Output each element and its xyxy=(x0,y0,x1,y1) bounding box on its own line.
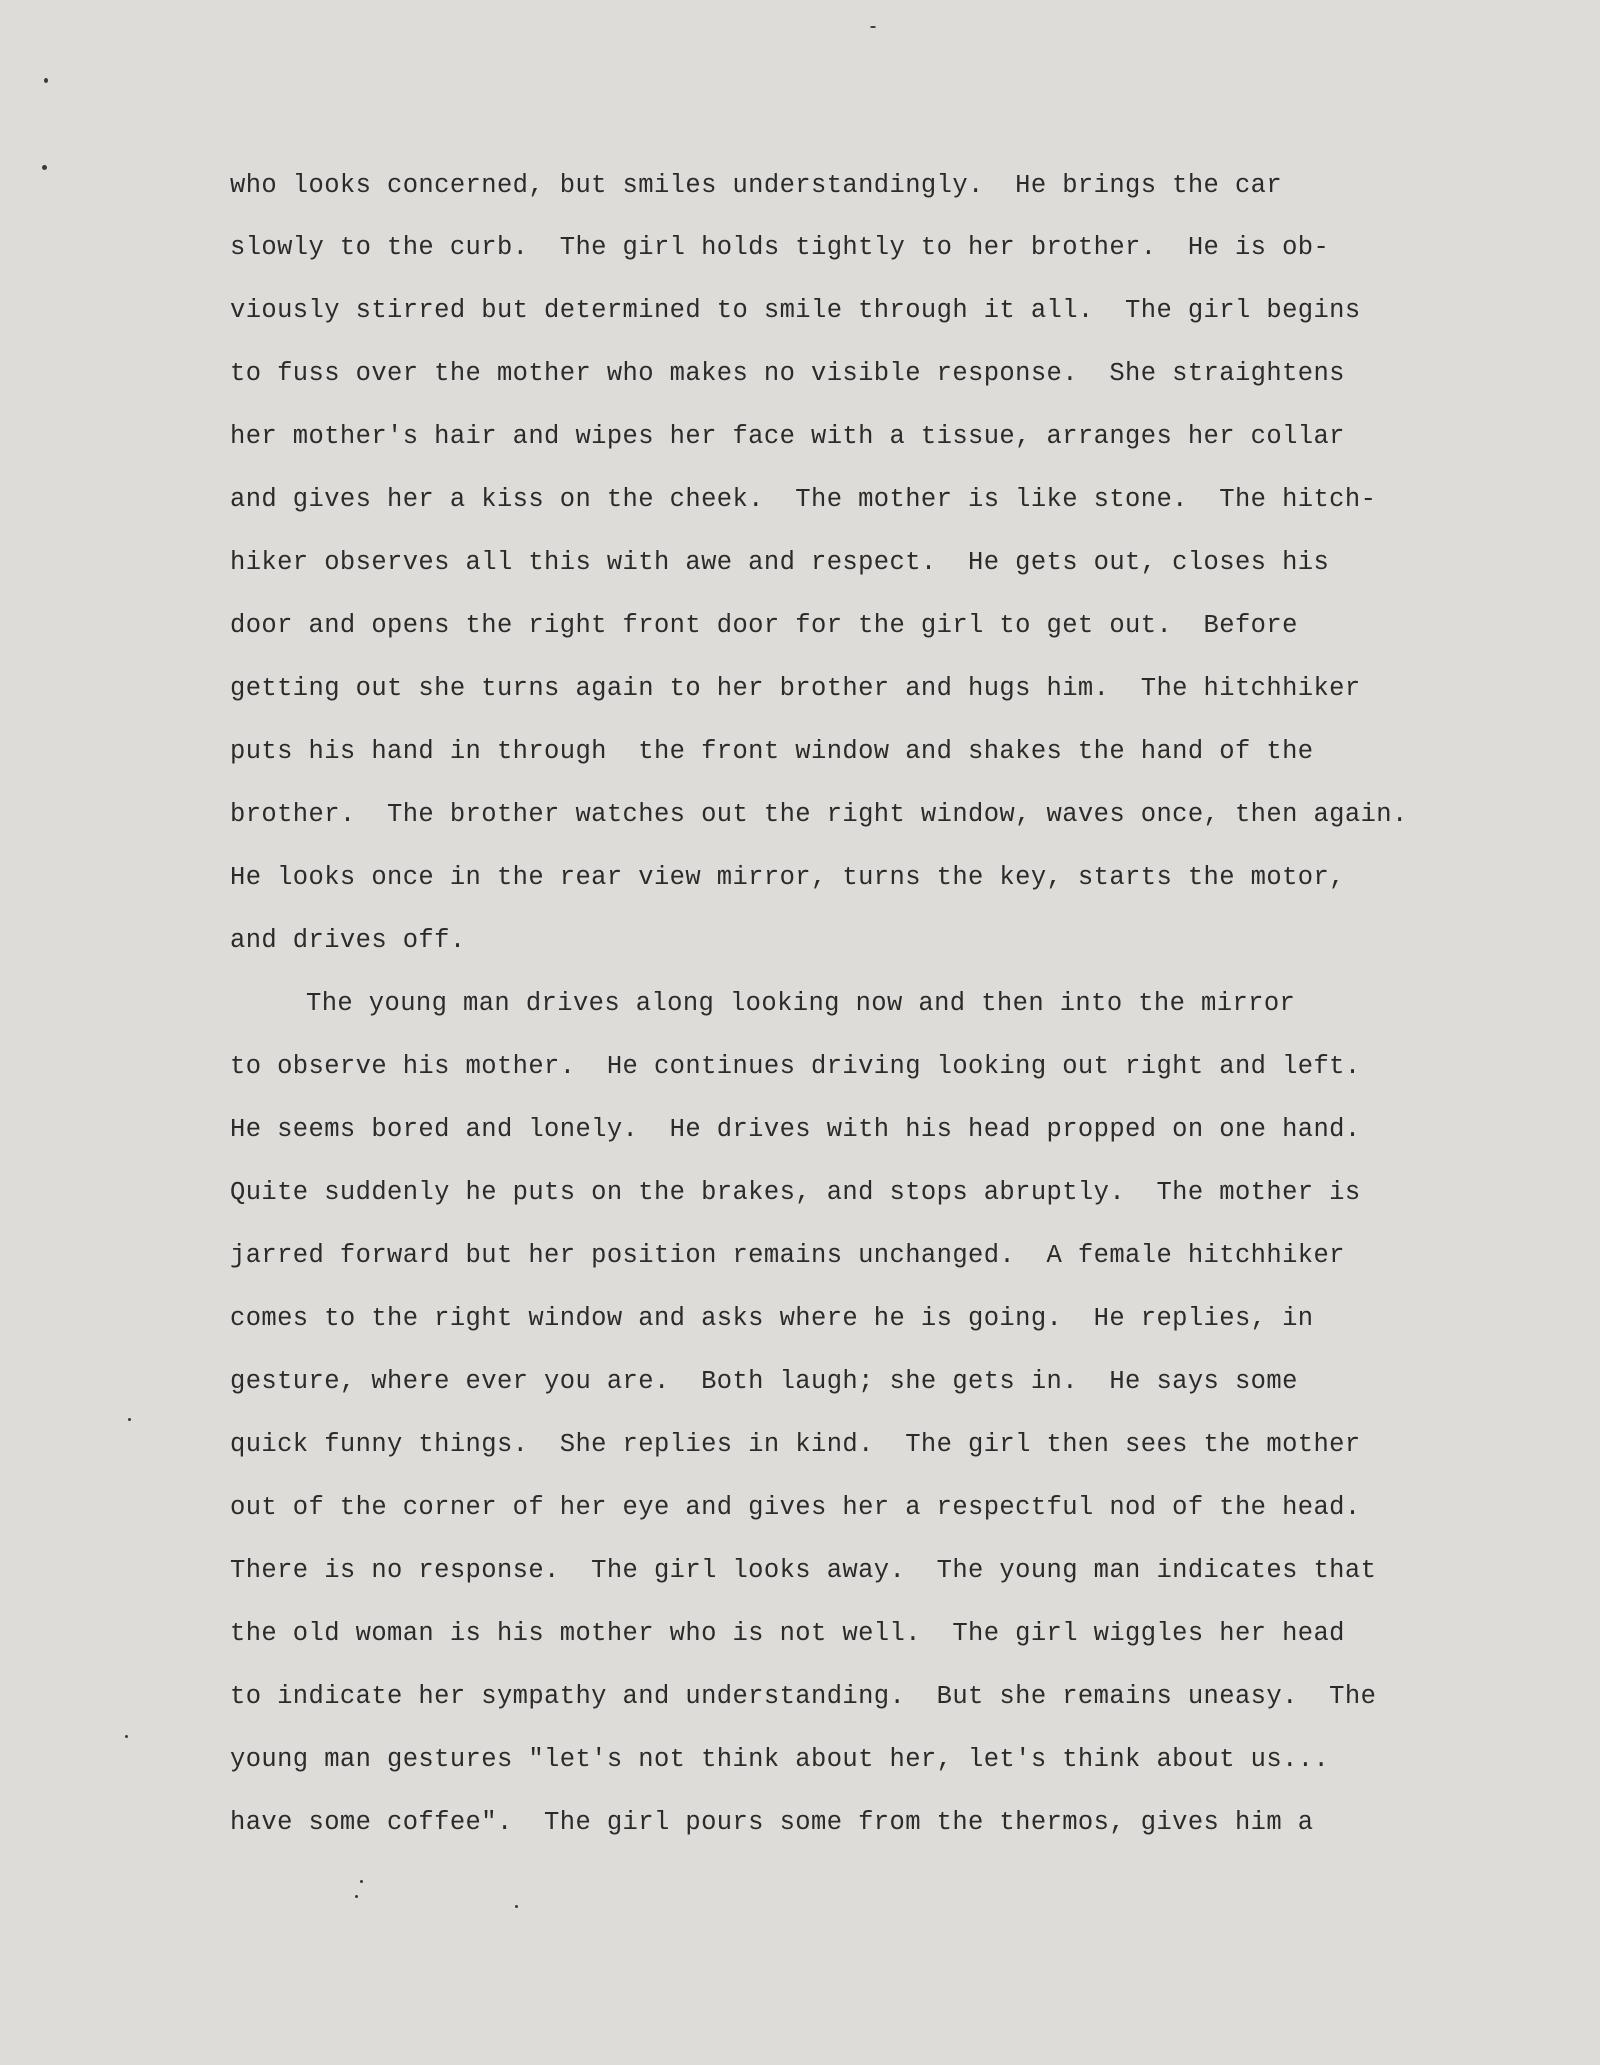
text-line: comes to the right window and asks where he is going. He replies, in xyxy=(230,1304,1314,1333)
text-line: The young man drives along looking now and then into the mirror xyxy=(306,989,1296,1018)
text-line: door and opens the right front door for the girl to get out. Before xyxy=(230,611,1298,640)
text-line: to observe his mother. He continues driving looking out right and left. xyxy=(230,1052,1361,1081)
text-line: hiker observes all this with awe and respect. He gets out, closes his xyxy=(230,548,1330,577)
text-line: He seems bored and lonely. He drives with his head propped on one hand. xyxy=(230,1115,1361,1144)
text-line: and gives her a kiss on the cheek. The mother is like stone. The hitch- xyxy=(230,485,1377,514)
text-line: and drives off. xyxy=(230,926,466,955)
text-line: getting out she turns again to her brother and hugs him. The hitchhiker xyxy=(230,674,1361,703)
text-line: Quite suddenly he puts on the brakes, and stops abruptly. The mother is xyxy=(230,1178,1361,1207)
paper-speck xyxy=(360,1880,363,1883)
text-line: young man gestures "let's not think about her, let's think about us... xyxy=(230,1745,1330,1774)
paper-speck xyxy=(355,1895,358,1898)
text-line: jarred forward but her position remains unchanged. A female hitchhiker xyxy=(230,1241,1345,1270)
paper-speck xyxy=(44,78,48,83)
paper-speck xyxy=(870,26,876,28)
paper-speck xyxy=(42,165,47,170)
text-line: There is no response. The girl looks away. The young man indicates that xyxy=(230,1556,1377,1585)
text-line: the old woman is his mother who is not well. The girl wiggles her head xyxy=(230,1619,1345,1648)
text-line: gesture, where ever you are. Both laugh; she gets in. He says some xyxy=(230,1367,1298,1396)
text-line: her mother's hair and wipes her face with a tissue, arranges her collar xyxy=(230,422,1345,451)
paper-speck xyxy=(128,1418,131,1421)
text-line: to fuss over the mother who makes no visible response. She straightens xyxy=(230,359,1345,388)
text-line: quick funny things. She replies in kind. The girl then sees the mother xyxy=(230,1430,1361,1459)
text-line: who looks concerned, but smiles understandingly. He brings the car xyxy=(230,171,1283,200)
text-line: out of the corner of her eye and gives her a respectful nod of the head. xyxy=(230,1493,1361,1522)
paper-speck xyxy=(515,1905,518,1908)
text-line: puts his hand in through the front window and shakes the hand of the xyxy=(230,737,1314,766)
text-line: brother. The brother watches out the right window, waves once, then again. xyxy=(230,800,1408,829)
text-line: have some coffee". The girl pours some from the thermos, gives him a xyxy=(230,1808,1314,1837)
paper-speck xyxy=(125,1735,128,1738)
text-line: viously stirred but determined to smile through it all. The girl begins xyxy=(230,296,1361,325)
text-line: He looks once in the rear view mirror, turns the key, starts the motor, xyxy=(230,863,1345,892)
text-line: slowly to the curb. The girl holds tightly to her brother. He is ob- xyxy=(230,233,1330,262)
text-line: to indicate her sympathy and understanding. But she remains uneasy. The xyxy=(230,1682,1377,1711)
